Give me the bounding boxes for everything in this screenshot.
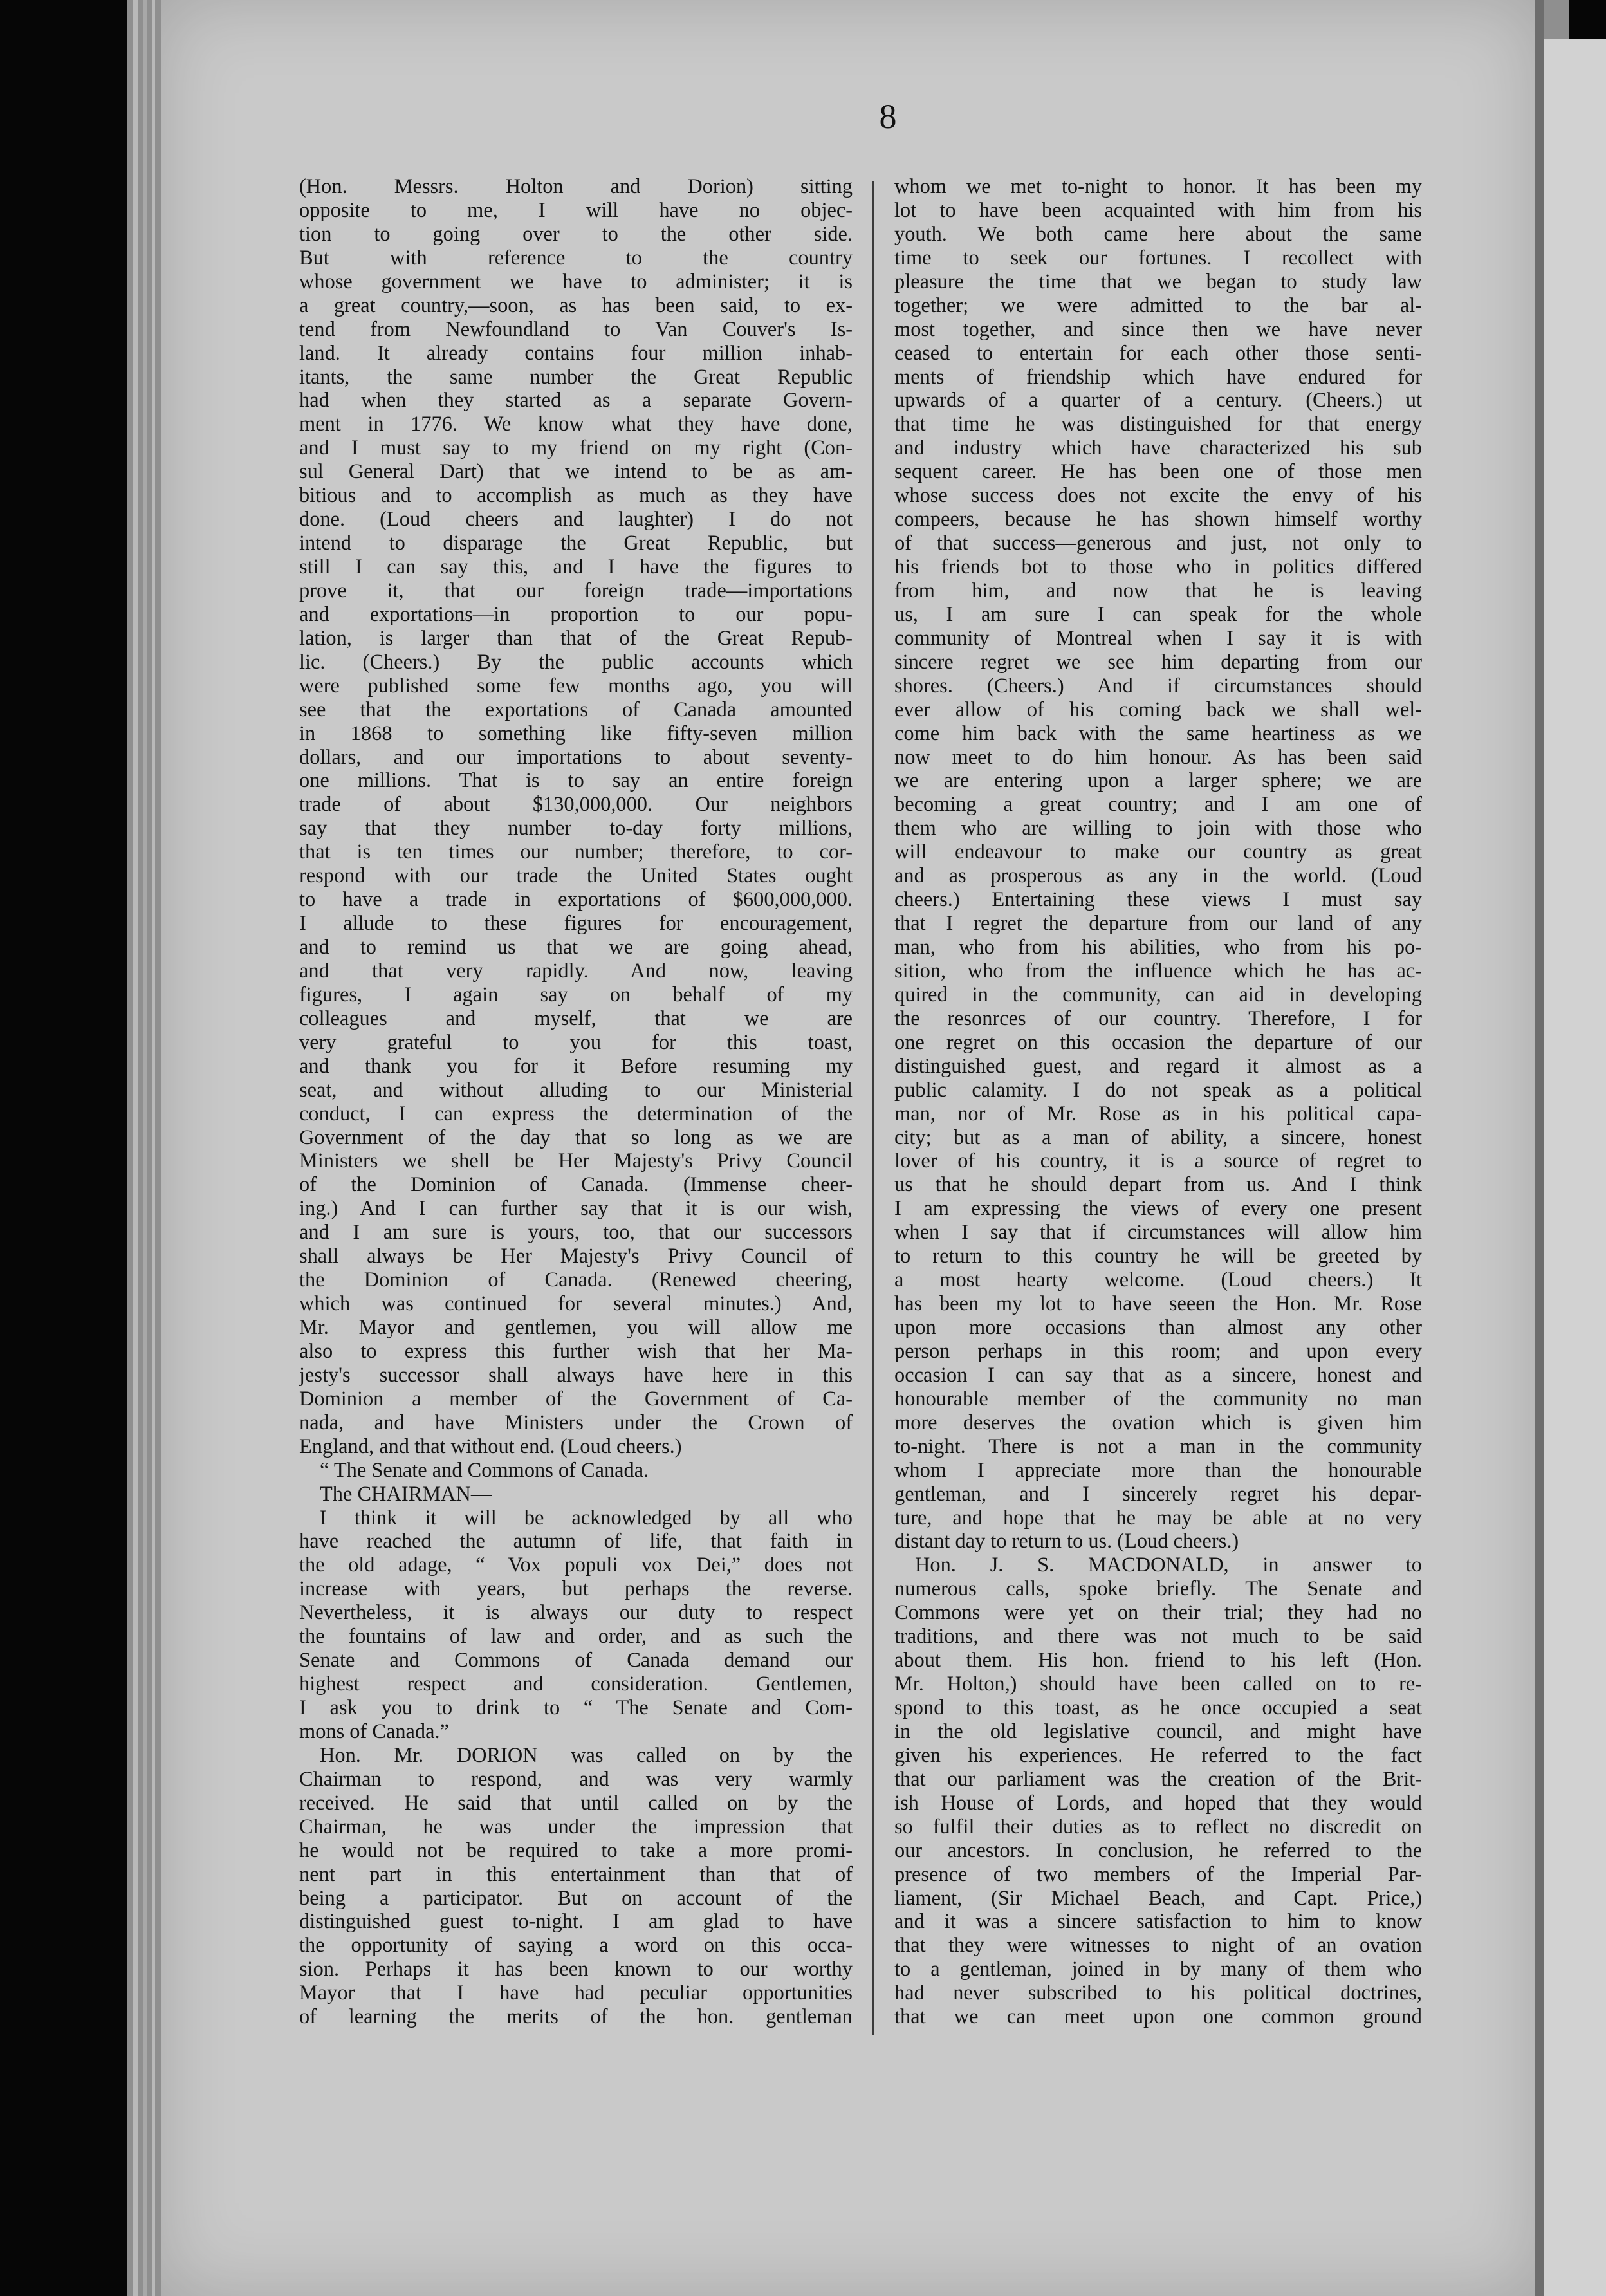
text-line: and thank you for it Before resuming my	[299, 1054, 853, 1078]
text-line: compeers, because he has shown himself worthy	[894, 508, 1422, 532]
text-line: I ask you to drink to “ The Senate and Com-	[299, 1696, 853, 1719]
text-line: whose government we have to administer; it is	[299, 270, 853, 293]
text-line: were published some few months ago, you will	[299, 674, 853, 698]
text-line: lot to have been acquainted with him from his	[894, 198, 1422, 222]
text-line: about them. His hon. friend to his left (Hon.	[894, 1649, 1422, 1672]
text-line: England, and that without end. (Loud cheers.)	[299, 1434, 682, 1458]
text-line: one regret on this occasion the departure of our	[894, 1030, 1422, 1054]
text-line: had never subscribed to his political doctrines,	[894, 1981, 1422, 2005]
text-line: colleagues and myself, that we are	[299, 1006, 853, 1030]
page-edge	[133, 0, 138, 2296]
text-line: public calamity. I do not speak as a political	[894, 1078, 1422, 1102]
text-line: gentleman, and I sincerely regret his depar-	[894, 1482, 1422, 1506]
text-line: from him, and now that he is leaving	[894, 579, 1422, 602]
text-line: our ancestors. In conclusion, he referred to the	[894, 1838, 1422, 1862]
text-line: ment in 1776. We know what they have done,	[299, 412, 853, 436]
text-line: I am expressing the views of every one present	[894, 1197, 1422, 1221]
text-line: to return to this country he will be greeted by	[894, 1245, 1422, 1268]
text-line: also to express this further wish that her Ma-	[299, 1339, 853, 1363]
text-line: itants, the same number the Great Republic	[299, 365, 853, 389]
text-line: respond with our trade the United States ought	[299, 864, 853, 888]
text-line: and that very rapidly. And now, leaving	[299, 959, 853, 983]
text-line: to have a trade in exportations of $600,000,000.	[299, 888, 853, 912]
text-line: distant day to return to us. (Loud cheers.)	[894, 1530, 1239, 1553]
column-divider	[872, 181, 874, 2035]
text-line: Commons were yet on their trial; they had no	[894, 1601, 1422, 1625]
text-line: shall always be Her Majesty's Privy Council of	[299, 1245, 853, 1268]
text-line: the opportunity of saying a word on this occa-	[299, 1934, 853, 1958]
text-line: his friends bot to those who in politics differed	[894, 555, 1422, 579]
text-line: opposite to me, I will have no objec-	[299, 198, 853, 222]
text-line: I think it will be acknowledged by all who	[320, 1506, 853, 1530]
text-line: quired in the community, can aid in developing	[894, 983, 1422, 1006]
text-line: that I regret the departure from our land of any	[894, 912, 1422, 936]
text-line: which was continued for several minutes.) And,	[299, 1292, 853, 1316]
text-line: Mr. Holton,) should have been called on to re-	[894, 1672, 1422, 1696]
text-line: the resonrces of our country. Therefore, I for	[894, 1006, 1422, 1030]
text-line: them who are willing to join with those who	[894, 817, 1422, 840]
text-line: sition, who from the influence which he has ac-	[894, 959, 1422, 983]
text-line: conduct, I can express the determination of the	[299, 1102, 853, 1125]
text-line: whom I appreciate more than the honourable	[894, 1458, 1422, 1482]
text-line: in the old legislative council, and might have	[894, 1719, 1422, 1743]
text-line: of learning the merits of the hon. gentleman	[299, 2005, 853, 2029]
text-line: and I am sure is yours, too, that our successors	[299, 1221, 853, 1245]
text-line: liament, (Sir Michael Beach, and Capt. Price,)	[894, 1886, 1422, 1910]
text-line: has been my lot to have seeen the Hon. Mr. Rose	[894, 1292, 1422, 1316]
text-line: see that the exportations of Canada amounted	[299, 698, 853, 721]
text-line: a great country,—soon, as has been said, to ex-	[299, 293, 853, 317]
text-line: when I say that if circumstances will allow him	[894, 1221, 1422, 1245]
text-line: presence of two members of the Imperial Par-	[894, 1862, 1422, 1886]
text-line: he would not be required to take a more promi-	[299, 1838, 853, 1862]
text-line: us, I am sure I can speak for the whole	[894, 602, 1422, 626]
text-line: Nevertheless, it is always our duty to respect	[299, 1601, 853, 1625]
text-line: increase with years, but perhaps the reverse.	[299, 1577, 853, 1601]
text-line: But with reference to the country	[299, 246, 853, 270]
text-line: sion. Perhaps it has been known to our worthy	[299, 1958, 853, 1981]
text-line: community of Montreal when I say it is with	[894, 626, 1422, 650]
text-line: Mayor that I have had peculiar opportunities	[299, 1981, 853, 2005]
text-line: Chairman to respond, and was very warmly	[299, 1767, 853, 1791]
text-line: given his experiences. He referred to the fact	[894, 1743, 1422, 1767]
text-line: in 1868 to something like fifty-seven million	[299, 721, 853, 745]
text-line: tend from Newfoundland to Van Couver's Is-	[299, 317, 853, 341]
text-line: intend to disparage the Great Republic, but	[299, 532, 853, 555]
adjacent-page	[1544, 39, 1606, 2296]
text-line: dollars, and our importations to about seventy-	[299, 745, 853, 769]
text-line: have reached the autumn of life, that faith in	[299, 1530, 853, 1553]
text-line: Hon. Mr. DORION was called on by the	[320, 1743, 853, 1767]
text-line: numerous calls, spoke briefly. The Senate and	[894, 1577, 1422, 1601]
text-line: that time he was distinguished for that energy	[894, 412, 1422, 436]
text-line: sequent career. He has been one of those men	[894, 460, 1422, 484]
text-line: Mr. Mayor and gentlemen, you will allow me	[299, 1316, 853, 1339]
text-line: traditions, and there was not much to be said	[894, 1625, 1422, 1649]
text-line: Dominion a member of the Government of Ca-	[299, 1387, 853, 1411]
text-line: lation, is larger than that of the Great Repub-	[299, 626, 853, 650]
text-line: distinguished guest to-night. I am glad to have	[299, 1910, 853, 1934]
text-line: and industry which have characterized his sub	[894, 436, 1422, 460]
text-line: whose success does not excite the envy of his	[894, 484, 1422, 508]
text-line: that is ten times our number; therefore, to cor-	[299, 840, 853, 864]
text-line: now meet to do him honour. As has been said	[894, 745, 1422, 769]
text-line: land. It already contains four million inhab-	[299, 341, 853, 365]
text-line: I allude to these figures for encouragement,	[299, 912, 853, 936]
left-text-column	[299, 175, 853, 2029]
text-line: prove it, that our foreign trade—importations	[299, 579, 853, 602]
text-line: come him back with the same heartiness as we	[894, 721, 1422, 745]
text-line: occasion I can say that as a sincere, honest and	[894, 1363, 1422, 1387]
text-line: Ministers we shell be Her Majesty's Privy Council	[299, 1149, 853, 1173]
text-line: upon more occasions than almost any other	[894, 1316, 1422, 1339]
text-line: of that success—generous and just, not only to	[894, 532, 1422, 555]
text-line: nent part in this entertainment than that of	[299, 1862, 853, 1886]
text-line: ever allow of his coming back we shall wel-	[894, 698, 1422, 721]
text-line: to-night. There is not a man in the community	[894, 1434, 1422, 1458]
text-line: one millions. That is to say an entire foreign	[299, 769, 853, 793]
text-line: more deserves the ovation which is given him	[894, 1411, 1422, 1434]
text-line: lover of his country, it is a source of regret to	[894, 1149, 1422, 1173]
text-line: man, nor of Mr. Rose as in his political capa-	[894, 1102, 1422, 1125]
text-line: say that they number to-day forty millions,	[299, 817, 853, 840]
text-line: still I can say this, and I have the figures to	[299, 555, 853, 579]
text-line: seat, and without alluding to our Ministerial	[299, 1078, 853, 1102]
text-line: and as prosperous as any in the world. (Loud	[894, 864, 1422, 888]
text-line: ture, and hope that he may be able at no very	[894, 1506, 1422, 1530]
text-line: honourable member of the community no man	[894, 1387, 1422, 1411]
text-line: us that he should depart from us. And I think	[894, 1173, 1422, 1197]
text-line: nada, and have Ministers under the Crown of	[299, 1411, 853, 1434]
text-line: had when they started as a separate Govern-	[299, 389, 853, 412]
text-line: the fountains of law and order, and as such the	[299, 1625, 853, 1649]
text-line: done. (Loud cheers and laughter) I do not	[299, 508, 853, 532]
text-line: jesty's successor shall always have here in this	[299, 1363, 853, 1387]
text-line: sul General Dart) that we intend to be as am-	[299, 460, 853, 484]
text-line: bitious and to accomplish as much as they have	[299, 484, 853, 508]
text-line: figures, I again say on behalf of my	[299, 983, 853, 1006]
text-line: we are entering upon a larger sphere; we are	[894, 769, 1422, 793]
text-line: the old adage, “ Vox populi vox Dei,” does not	[299, 1553, 853, 1577]
text-line: (Hon. Messrs. Holton and Dorion) sitting	[299, 175, 853, 198]
text-line: a most hearty welcome. (Loud cheers.) It	[894, 1268, 1422, 1292]
text-line: distinguished guest, and regard it almost as a	[894, 1054, 1422, 1078]
text-line: highest respect and consideration. Gentlemen,	[299, 1672, 853, 1696]
text-line: that we can meet upon one common ground	[894, 2005, 1422, 2029]
text-line: “ The Senate and Commons of Canada.	[320, 1458, 649, 1482]
text-line: of the Dominion of Canada. (Immense cheer-	[299, 1173, 853, 1197]
text-line: city; but as a man of ability, a sincere, honest	[894, 1125, 1422, 1149]
text-line: cheers.) Entertaining these views I must say	[894, 888, 1422, 912]
text-line: received. He said that until called on by the	[299, 1791, 853, 1815]
text-line: most together, and since then we have never	[894, 317, 1422, 341]
text-line: The CHAIRMAN—	[320, 1482, 492, 1506]
text-line: pleasure the time that we began to study law	[894, 270, 1422, 293]
text-line: ments of friendship which have endured for	[894, 365, 1422, 389]
text-line: Government of the day that so long as we are	[299, 1125, 853, 1149]
page-edge	[152, 0, 155, 2296]
text-line: and to remind us that we are going ahead,	[299, 936, 853, 959]
text-line: Senate and Commons of Canada demand our	[299, 1649, 853, 1672]
page-edge	[143, 0, 147, 2296]
text-line: that they were witnesses to night of an ovation	[894, 1934, 1422, 1958]
text-line: that our parliament was the creation of the Brit-	[894, 1767, 1422, 1791]
text-line: so fulfil their duties as to reflect no discredit on	[894, 1815, 1422, 1838]
text-line: ing.) And I can further say that it is our wish,	[299, 1197, 853, 1221]
text-line: the Dominion of Canada. (Renewed cheering,	[299, 1268, 853, 1292]
text-line: ceased to entertain for each other those senti-	[894, 341, 1422, 365]
text-line: sincere regret we see him departing from our	[894, 650, 1422, 674]
text-line: and it was a sincere satisfaction to him to know	[894, 1910, 1422, 1934]
text-line: Hon. J. S. MACDONALD, in answer to	[915, 1553, 1422, 1577]
text-line: Chairman, he was under the impression that	[299, 1815, 853, 1838]
text-line: and exportations—in proportion to our popu-	[299, 602, 853, 626]
text-line: shores. (Cheers.) And if circumstances should	[894, 674, 1422, 698]
text-line: and I must say to my friend on my right (Con-	[299, 436, 853, 460]
text-line: trade of about $130,000,000. Our neighbors	[299, 793, 853, 817]
adjacent-page-edge	[1535, 0, 1544, 2296]
text-line: person perhaps in this room; and upon every	[894, 1339, 1422, 1363]
text-line: upwards of a quarter of a century. (Cheers.) ut	[894, 389, 1422, 412]
text-line: together; we were admitted to the bar al-	[894, 293, 1422, 317]
text-line: time to seek our fortunes. I recollect with	[894, 246, 1422, 270]
text-line: will endeavour to make our country as great	[894, 840, 1422, 864]
text-line: very grateful to you for this toast,	[299, 1030, 853, 1054]
text-line: tion to going over to the other side.	[299, 222, 853, 246]
right-text-column	[894, 175, 1422, 2029]
text-line: ish House of Lords, and hoped that they would	[894, 1791, 1422, 1815]
page-number: 8	[879, 97, 897, 136]
text-line: mons of Canada.”	[299, 1719, 449, 1743]
text-line: to a gentleman, joined in by many of them who	[894, 1958, 1422, 1981]
text-line: man, who from his abilities, who from his po-	[894, 936, 1422, 959]
text-line: becoming a great country; and I am one of	[894, 793, 1422, 817]
text-line: whom we met to-night to honor. It has been my	[894, 175, 1422, 198]
text-line: spond to this toast, as he once occupied a seat	[894, 1696, 1422, 1719]
text-line: being a participator. But on account of the	[299, 1886, 853, 1910]
text-line: lic. (Cheers.) By the public accounts which	[299, 650, 853, 674]
text-line: youth. We both came here about the same	[894, 222, 1422, 246]
